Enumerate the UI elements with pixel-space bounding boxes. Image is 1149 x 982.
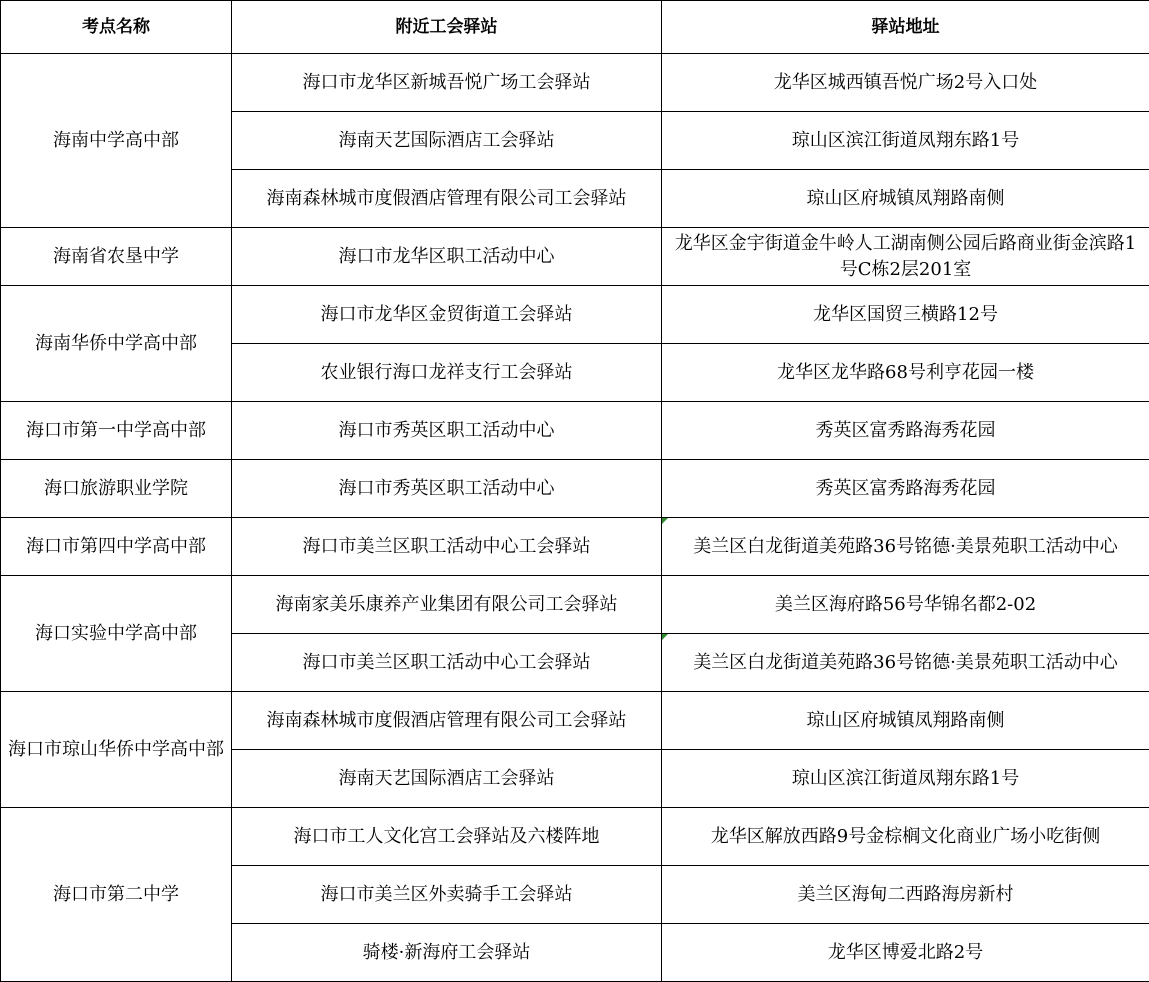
header-address: 驿站地址: [662, 1, 1149, 54]
table-body: [1, 54, 1149, 982]
address-cell: 琼山区府城镇凤翔路南侧: [662, 692, 1149, 750]
table-row: [1, 518, 1149, 576]
station-cell: 海南森林城市度假酒店管理有限公司工会驿站: [232, 692, 662, 750]
school-cell: 海口市第四中学高中部: [1, 518, 232, 576]
station-cell: 海口市龙华区职工活动中心: [232, 228, 662, 286]
address-cell: 龙华区解放西路9号金棕榈文化商业广场小吃街侧: [662, 808, 1149, 866]
station-cell: 海口市工人文化宫工会驿站及六楼阵地: [232, 808, 662, 866]
address-cell: 美兰区海府路56号华锦名都2-02: [662, 576, 1149, 634]
school-cell: 海口市第一中学高中部: [1, 402, 232, 460]
header-row: [1, 1, 1149, 54]
address-cell: 秀英区富秀路海秀花园: [662, 402, 1149, 460]
school-cell: 海南华侨中学高中部: [1, 286, 232, 402]
station-cell: 海口市龙华区新城吾悦广场工会驿站: [232, 54, 662, 112]
school-cell: 海口实验中学高中部: [1, 576, 232, 692]
address-cell: 龙华区金宇街道金牛岭人工湖南侧公园后路商业街金滨路1号C栋2层201室: [662, 228, 1149, 286]
station-cell: 海口市龙华区金贸街道工会驿站: [232, 286, 662, 344]
header-station: 附近工会驿站: [232, 1, 662, 54]
address-cell: 琼山区滨江街道凤翔东路1号: [662, 112, 1149, 170]
address-cell: 龙华区国贸三横路12号: [662, 286, 1149, 344]
address-cell: 龙华区龙华路68号利亨花园一楼: [662, 344, 1149, 402]
school-cell: 海南中学高中部: [1, 54, 232, 228]
station-cell: 海南家美乐康养产业集团有限公司工会驿站: [232, 576, 662, 634]
station-cell: 农业银行海口龙祥支行工会驿站: [232, 344, 662, 402]
school-cell: 海口市第二中学: [1, 808, 232, 982]
table-row: [1, 576, 1149, 634]
station-cell: 海口市美兰区职工活动中心工会驿站: [232, 634, 662, 692]
station-cell: 海口市秀英区职工活动中心: [232, 402, 662, 460]
table-row: [1, 54, 1149, 112]
station-cell: 海南天艺国际酒店工会驿站: [232, 750, 662, 808]
school-cell: 海南省农垦中学: [1, 228, 232, 286]
table-row: [1, 402, 1149, 460]
station-cell: 海口市美兰区外卖骑手工会驿站: [232, 866, 662, 924]
station-cell: 骑楼·新海府工会驿站: [232, 924, 662, 982]
address-cell: 龙华区博爱北路2号: [662, 924, 1149, 982]
station-cell: 海南天艺国际酒店工会驿站: [232, 112, 662, 170]
address-cell: 美兰区白龙街道美苑路36号铭德·美景苑职工活动中心: [662, 518, 1149, 576]
address-cell: 龙华区城西镇吾悦广场2号入口处: [662, 54, 1149, 112]
table-row: [1, 228, 1149, 286]
station-cell: 海南森林城市度假酒店管理有限公司工会驿站: [232, 170, 662, 228]
address-cell: 美兰区海甸二西路海房新村: [662, 866, 1149, 924]
station-cell: 海口市秀英区职工活动中心: [232, 460, 662, 518]
address-cell: 琼山区府城镇凤翔路南侧: [662, 170, 1149, 228]
table-row: [1, 286, 1149, 344]
address-cell: 琼山区滨江街道凤翔东路1号: [662, 750, 1149, 808]
school-cell: 海口市琼山华侨中学高中部: [1, 692, 232, 808]
table-row: [1, 692, 1149, 750]
table-row: [1, 460, 1149, 518]
address-cell: 秀英区富秀路海秀花园: [662, 460, 1149, 518]
station-cell: 海口市美兰区职工活动中心工会驿站: [232, 518, 662, 576]
address-cell: 美兰区白龙街道美苑路36号铭德·美景苑职工活动中心: [662, 634, 1149, 692]
table-row: [1, 808, 1149, 866]
header-school: 考点名称: [1, 1, 232, 54]
school-cell: 海口旅游职业学院: [1, 460, 232, 518]
